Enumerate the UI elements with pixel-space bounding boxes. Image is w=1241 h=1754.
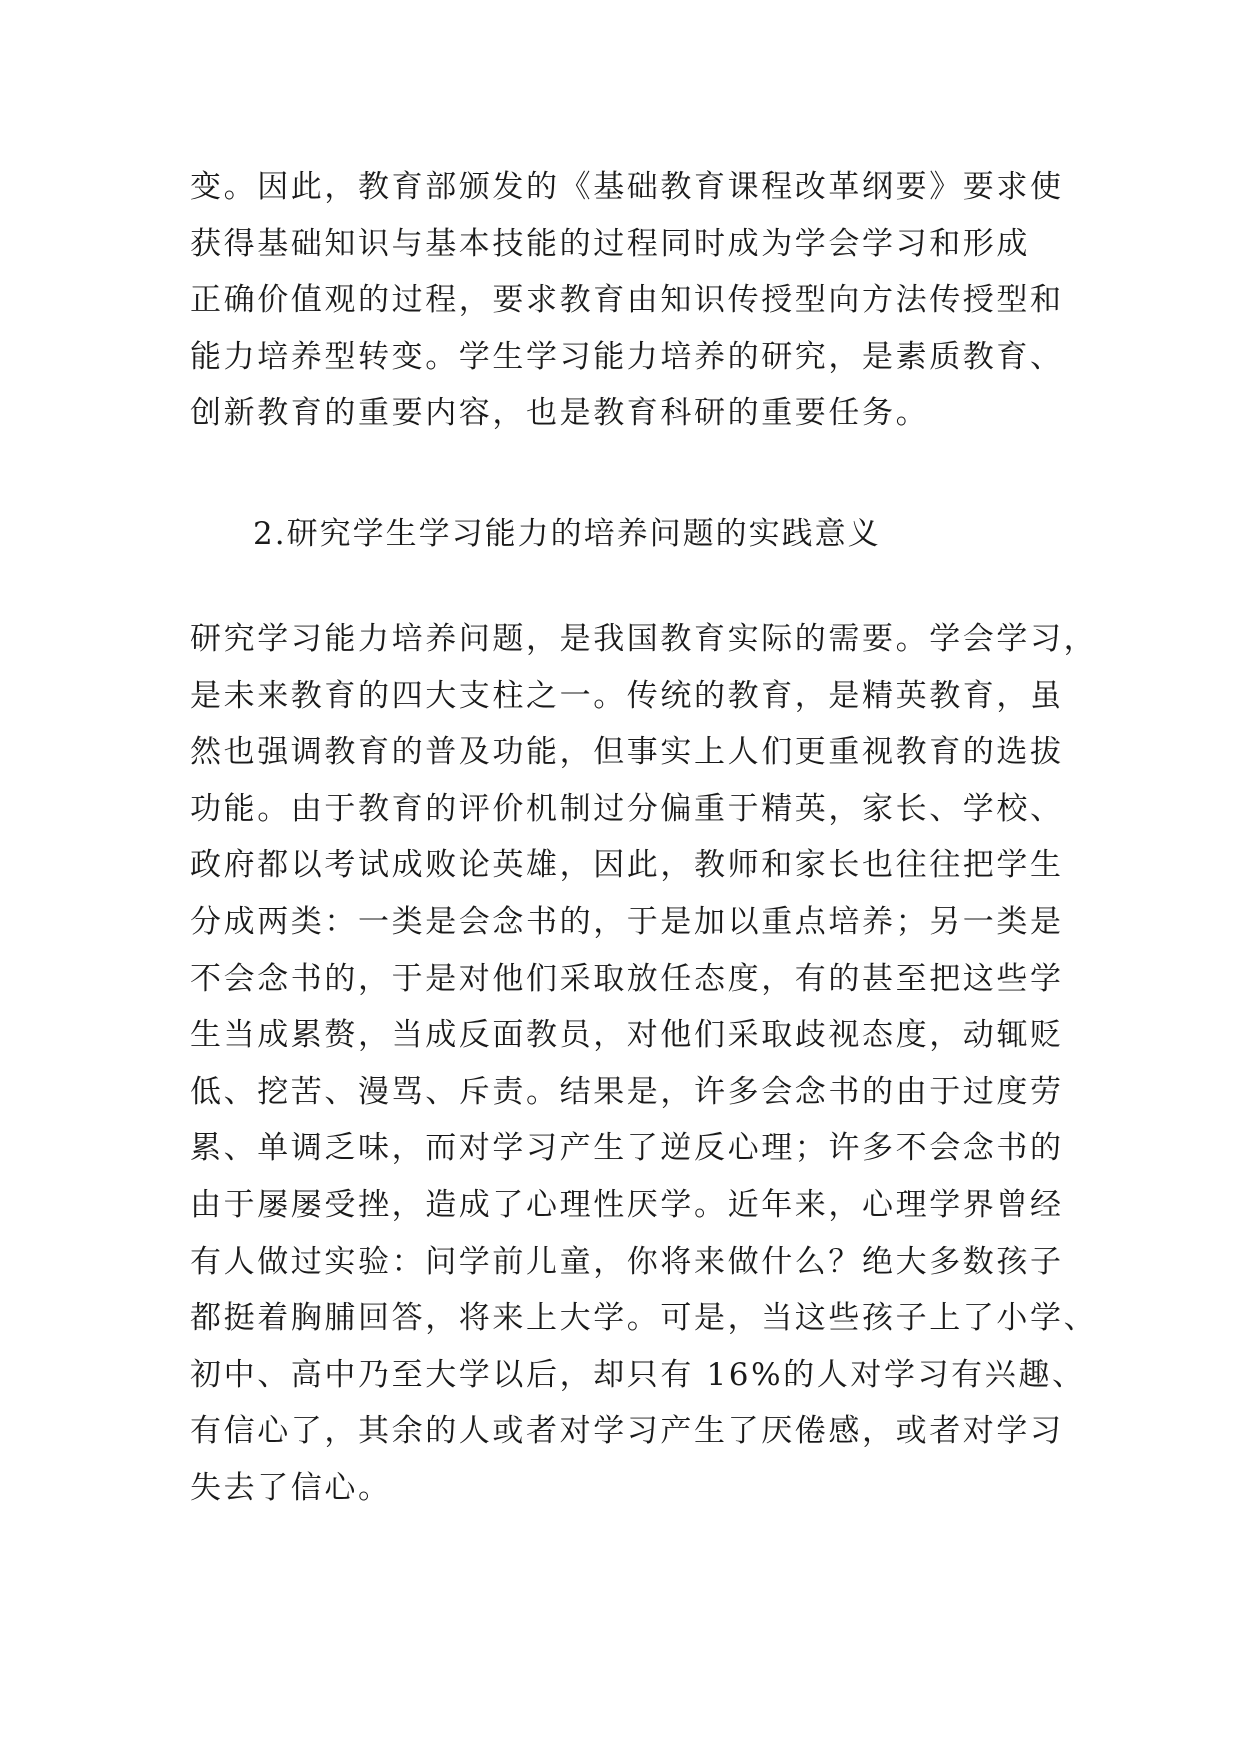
paragraph-line: 然也强调教育的普及功能，但事实上人们更重视教育的选拔 <box>190 734 1064 771</box>
paragraph-line: 获得基础知识与基本技能的过程同时成为学会学习和形成 <box>190 225 1030 262</box>
paragraph-line: 失去了信心。 <box>190 1469 392 1506</box>
paragraph-line: 能力培养型转变。学生学习能力培养的研究，是素质教育、 <box>190 338 1064 375</box>
paragraph-line: 创新教育的重要内容，也是教育科研的重要任务。 <box>190 395 930 432</box>
paragraph-line: 有信心了，其余的人或者对学习产生了厌倦感，或者对学习 <box>190 1413 1064 1450</box>
paragraph-line: 是未来教育的四大支柱之一。传统的教育，是精英教育，虽 <box>190 677 1064 714</box>
paragraph-1 <box>190 159 1070 442</box>
paragraph-2 <box>190 611 1098 1517</box>
paragraph-line: 正确价值观的过程，要求教育由知识传授型向方法传授型和 <box>190 282 1064 319</box>
paragraph-line: 由于屡屡受挫，造成了心理性厌学。近年来，心理学界曾经 <box>190 1186 1064 1223</box>
paragraph-line: 低、挖苦、漫骂、斥责。结果是，许多会念书的由于过度劳 <box>190 1073 1064 1110</box>
paragraph-line: 不会念书的，于是对他们采取放任态度，有的甚至把这些学 <box>190 960 1064 997</box>
paragraph-line: 初中、高中乃至大学以后，却只有 16%的人对学习有兴趣、 <box>190 1356 1086 1393</box>
paragraph-line: 功能。由于教育的评价机制过分偏重于精英，家长、学校、 <box>190 790 1064 827</box>
paragraph-line: 研究学习能力培养问题，是我国教育实际的需要。学会学习， <box>190 621 1098 657</box>
paragraph-line: 生当成累赘，当成反面教员，对他们采取歧视态度，动辄贬 <box>190 1017 1064 1054</box>
paragraph-line: 政府都以考试成败论英雄，因此，教师和家长也往往把学生 <box>190 847 1064 884</box>
paragraph-line: 有人做过实验：问学前儿童，你将来做什么？绝大多数孩子 <box>190 1243 1064 1280</box>
paragraph-line: 累、单调乏味，而对学习产生了逆反心理；许多不会念书的 <box>190 1130 1064 1167</box>
paragraph-line: 变。因此，教育部颁发的《基础教育课程改革纲要》要求使 <box>190 169 1064 205</box>
section-heading: 2.研究学生学习能力的培养问题的实践意义 <box>253 516 881 552</box>
paragraph-line: 都挺着胸脯回答，将来上大学。可是，当这些孩子上了小学、 <box>190 1300 1098 1337</box>
paragraph-line: 分成两类：一类是会念书的，于是加以重点培养；另一类是 <box>190 903 1064 940</box>
